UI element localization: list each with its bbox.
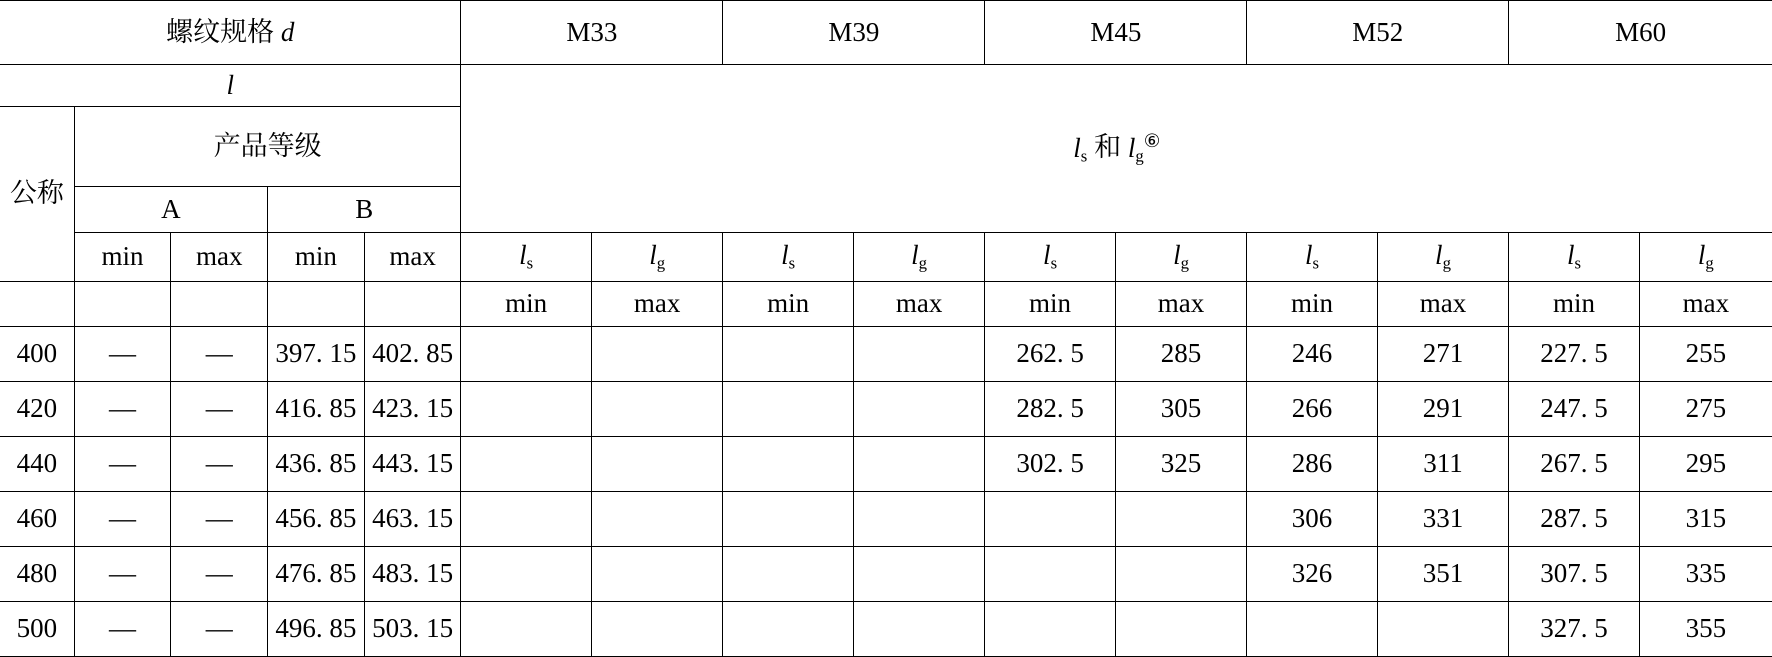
size-header-m45 bbox=[985, 1, 1247, 65]
grade-a-label: A bbox=[161, 193, 181, 224]
row-nominal: 480 bbox=[0, 547, 74, 602]
table-row bbox=[0, 327, 1772, 382]
grade-a-min-header bbox=[74, 233, 171, 282]
row-m60-lg: 255 bbox=[1639, 327, 1772, 382]
grade-b-min-header bbox=[268, 233, 365, 282]
row-m52-ls: 326 bbox=[1247, 547, 1377, 602]
minmax-header-m33-lg bbox=[591, 282, 723, 327]
minmax-label: max bbox=[1682, 288, 1730, 319]
symbol-subscript: s bbox=[526, 253, 534, 273]
row-m33-lg bbox=[591, 327, 723, 382]
row-m52-ls: 306 bbox=[1247, 492, 1377, 547]
row-m52-lg: 291 bbox=[1377, 382, 1509, 437]
row-b-max: 503. 15 bbox=[364, 602, 461, 657]
row-m52-ls: 246 bbox=[1247, 327, 1377, 382]
row-m60-lg: 355 bbox=[1639, 602, 1772, 657]
row-m33-lg bbox=[591, 382, 723, 437]
minmax-label: min bbox=[1291, 288, 1334, 319]
row-a-max: — bbox=[171, 547, 268, 602]
minmax-label: min bbox=[101, 241, 144, 272]
minmax-header-m33-ls bbox=[461, 282, 591, 327]
symbol-subscript: g bbox=[1442, 253, 1451, 273]
l-symbol: l bbox=[226, 69, 234, 100]
row-m33-lg bbox=[591, 602, 723, 657]
row-b-max: 463. 15 bbox=[364, 492, 461, 547]
symbol-subscript: g bbox=[918, 253, 928, 273]
row-nominal: 400 bbox=[0, 327, 74, 382]
row-m60-lg: 315 bbox=[1639, 492, 1772, 547]
grade-b-max-spacer bbox=[364, 282, 461, 327]
table-row bbox=[0, 547, 1772, 602]
row-b-max: 402. 85 bbox=[364, 327, 461, 382]
grade-a-header bbox=[74, 187, 267, 233]
symbol-subscript: s bbox=[1312, 253, 1320, 273]
size-label: M33 bbox=[566, 16, 618, 47]
row-m45-lg: 325 bbox=[1115, 437, 1247, 492]
row-m52-ls bbox=[1247, 602, 1377, 657]
symbol-header-m45-lg: $l_g$ bbox=[1115, 233, 1247, 282]
minmax-label: max bbox=[389, 241, 436, 272]
row-m60-lg: 335 bbox=[1639, 547, 1772, 602]
grade-b-header bbox=[268, 187, 461, 233]
row-m45-ls bbox=[985, 602, 1115, 657]
nominal-header-spacer bbox=[0, 282, 74, 327]
ls-lg-conjunction: 和 bbox=[1094, 132, 1122, 163]
row-m39-ls bbox=[723, 437, 853, 492]
row-b-min: 456. 85 bbox=[268, 492, 365, 547]
row-m45-lg: 305 bbox=[1115, 382, 1247, 437]
symbol-header-m39-ls: $l_s$ bbox=[723, 233, 853, 282]
symbol-header-m39-lg: $l_g$ bbox=[853, 233, 985, 282]
row-b-min: 496. 85 bbox=[268, 602, 365, 657]
symbol-header-m60-ls: $l_s$ bbox=[1509, 233, 1639, 282]
row-a-min: — bbox=[74, 547, 171, 602]
minmax-label: min bbox=[1552, 288, 1595, 319]
row-b-max: 483. 15 bbox=[364, 547, 461, 602]
thread-spec-header bbox=[0, 1, 461, 65]
size-label: M45 bbox=[1090, 16, 1142, 47]
row-m39-ls bbox=[723, 327, 853, 382]
row-b-min: 416. 85 bbox=[268, 382, 365, 437]
row-m45-ls bbox=[985, 492, 1115, 547]
row-m52-ls: 286 bbox=[1247, 437, 1377, 492]
grade-a-max-spacer bbox=[171, 282, 268, 327]
row-m45-ls bbox=[985, 547, 1115, 602]
row-a-min: — bbox=[74, 492, 171, 547]
ls-symbol: $l_s$ bbox=[1073, 132, 1088, 166]
minmax-label: min bbox=[505, 288, 548, 319]
row-m60-lg: 295 bbox=[1639, 437, 1772, 492]
size-header-m60 bbox=[1509, 1, 1772, 65]
minmax-header-m52-ls bbox=[1247, 282, 1377, 327]
size-header-m33 bbox=[461, 1, 723, 65]
size-label: M52 bbox=[1352, 16, 1404, 47]
row-m60-ls: 327. 5 bbox=[1509, 602, 1639, 657]
row-m60-ls: 287. 5 bbox=[1509, 492, 1639, 547]
symbol-header-m33-ls: $l_s$ bbox=[461, 233, 591, 282]
row-b-max: 443. 15 bbox=[364, 437, 461, 492]
row-a-max: — bbox=[171, 382, 268, 437]
symbol-subscript: s bbox=[788, 253, 796, 273]
row-a-max: — bbox=[171, 437, 268, 492]
note-ref-6: ⑥ bbox=[1143, 131, 1161, 152]
row-m33-ls bbox=[461, 547, 591, 602]
row-m39-lg bbox=[853, 382, 985, 437]
row-m45-lg bbox=[1115, 547, 1247, 602]
row-a-min: — bbox=[74, 382, 171, 437]
row-b-min: 436. 85 bbox=[268, 437, 365, 492]
symbol-header-m45-ls: $l_s$ bbox=[985, 233, 1115, 282]
row-m39-lg bbox=[853, 602, 985, 657]
grade-b-label: B bbox=[355, 193, 374, 224]
row-b-max: 423. 15 bbox=[364, 382, 461, 437]
row-nominal: 420 bbox=[0, 382, 74, 437]
row-m60-ls: 247. 5 bbox=[1509, 382, 1639, 437]
ls-lg-header bbox=[461, 65, 1772, 233]
size-label: M60 bbox=[1615, 16, 1667, 47]
row-m33-ls bbox=[461, 437, 591, 492]
row-m45-lg bbox=[1115, 492, 1247, 547]
minmax-header-m39-lg bbox=[853, 282, 985, 327]
symbol-subscript: g bbox=[656, 253, 666, 273]
row-m33-lg bbox=[591, 437, 723, 492]
row-m52-lg bbox=[1377, 602, 1509, 657]
row-a-min: — bbox=[74, 437, 171, 492]
product-grade-header bbox=[74, 107, 461, 187]
symbol-header-m60-lg: $l_g$ bbox=[1639, 233, 1772, 282]
minmax-header-m60-lg bbox=[1639, 282, 1772, 327]
grade-b-min-spacer bbox=[268, 282, 365, 327]
l-header bbox=[0, 65, 461, 107]
symbol-subscript: g bbox=[1180, 253, 1189, 273]
row-a-max: — bbox=[171, 492, 268, 547]
row-m60-ls: 227. 5 bbox=[1509, 327, 1639, 382]
minmax-header-m60-ls bbox=[1509, 282, 1639, 327]
row-a-max: — bbox=[171, 327, 268, 382]
row-m60-ls: 307. 5 bbox=[1509, 547, 1639, 602]
row-a-min: — bbox=[74, 327, 171, 382]
size-header-m52 bbox=[1247, 1, 1509, 65]
row-m39-lg bbox=[853, 492, 985, 547]
table-row bbox=[0, 382, 1772, 437]
row-m52-lg: 351 bbox=[1377, 547, 1509, 602]
lg-subscript: g bbox=[1135, 146, 1144, 166]
grade-a-max-header bbox=[171, 233, 268, 282]
row-m39-lg bbox=[853, 437, 985, 492]
minmax-label: max bbox=[895, 288, 943, 319]
row-m33-ls bbox=[461, 602, 591, 657]
row-m33-ls bbox=[461, 327, 591, 382]
row-m33-ls bbox=[461, 492, 591, 547]
row-m60-lg: 275 bbox=[1639, 382, 1772, 437]
nominal-label: 公称 bbox=[9, 178, 64, 209]
table-row bbox=[0, 602, 1772, 657]
nominal-header bbox=[0, 107, 74, 282]
minmax-label: max bbox=[195, 241, 243, 272]
row-m45-lg: 285 bbox=[1115, 327, 1247, 382]
row-m52-lg: 271 bbox=[1377, 327, 1509, 382]
row-m52-lg: 311 bbox=[1377, 437, 1509, 492]
row-m33-ls bbox=[461, 382, 591, 437]
minmax-header-m45-ls bbox=[985, 282, 1115, 327]
symbol-header-m33-lg: $l_g$ bbox=[591, 233, 723, 282]
row-m45-ls: 262. 5 bbox=[985, 327, 1115, 382]
header-row-l bbox=[0, 65, 1772, 107]
grade-a-min-spacer bbox=[74, 282, 171, 327]
minmax-label: min bbox=[767, 288, 810, 319]
row-m33-lg bbox=[591, 492, 723, 547]
header-row-thread-spec bbox=[0, 1, 1772, 65]
lg-symbol: $l_g$ bbox=[1127, 132, 1144, 166]
minmax-header-m45-lg bbox=[1115, 282, 1247, 327]
table-row bbox=[0, 437, 1772, 492]
header-row-symbols bbox=[0, 233, 1772, 282]
row-nominal: 440 bbox=[0, 437, 74, 492]
row-b-min: 476. 85 bbox=[268, 547, 365, 602]
row-m39-ls bbox=[723, 382, 853, 437]
row-m60-ls: 267. 5 bbox=[1509, 437, 1639, 492]
minmax-label: min bbox=[294, 241, 337, 272]
symbol-subscript: g bbox=[1705, 253, 1714, 273]
symbol-header-m52-ls: $l_s$ bbox=[1247, 233, 1377, 282]
minmax-header-m52-lg bbox=[1377, 282, 1509, 327]
row-m45-ls: 302. 5 bbox=[985, 437, 1115, 492]
symbol-subscript: s bbox=[1574, 253, 1581, 273]
row-m52-lg: 331 bbox=[1377, 492, 1509, 547]
product-grade-label: 产品等级 bbox=[213, 130, 322, 161]
size-header-m39 bbox=[723, 1, 985, 65]
row-a-min: — bbox=[74, 602, 171, 657]
minmax-label: max bbox=[633, 288, 681, 319]
row-m39-ls bbox=[723, 492, 853, 547]
row-nominal: 500 bbox=[0, 602, 74, 657]
ls-subscript: s bbox=[1080, 146, 1088, 166]
header-row-minmax bbox=[0, 282, 1772, 327]
thread-spec-symbol: d bbox=[280, 16, 295, 47]
row-m39-ls bbox=[723, 547, 853, 602]
symbol-header-m52-lg: $l_g$ bbox=[1377, 233, 1509, 282]
row-m39-ls bbox=[723, 602, 853, 657]
row-m45-ls: 282. 5 bbox=[985, 382, 1115, 437]
symbol-subscript: s bbox=[1050, 253, 1058, 273]
row-m33-lg bbox=[591, 547, 723, 602]
size-label: M39 bbox=[828, 16, 880, 47]
minmax-label: min bbox=[1029, 288, 1072, 319]
row-m52-ls: 266 bbox=[1247, 382, 1377, 437]
minmax-label: max bbox=[1157, 288, 1205, 319]
row-m39-lg bbox=[853, 547, 985, 602]
minmax-label: max bbox=[1419, 288, 1467, 319]
row-a-max: — bbox=[171, 602, 268, 657]
row-nominal: 460 bbox=[0, 492, 74, 547]
row-m45-lg bbox=[1115, 602, 1247, 657]
row-m39-lg bbox=[853, 327, 985, 382]
row-b-min: 397. 15 bbox=[268, 327, 365, 382]
thread-spec-label-text: 螺纹规格 d bbox=[166, 16, 295, 47]
minmax-header-m39-ls bbox=[723, 282, 853, 327]
table-row bbox=[0, 492, 1772, 547]
grade-b-max-header bbox=[364, 233, 461, 282]
